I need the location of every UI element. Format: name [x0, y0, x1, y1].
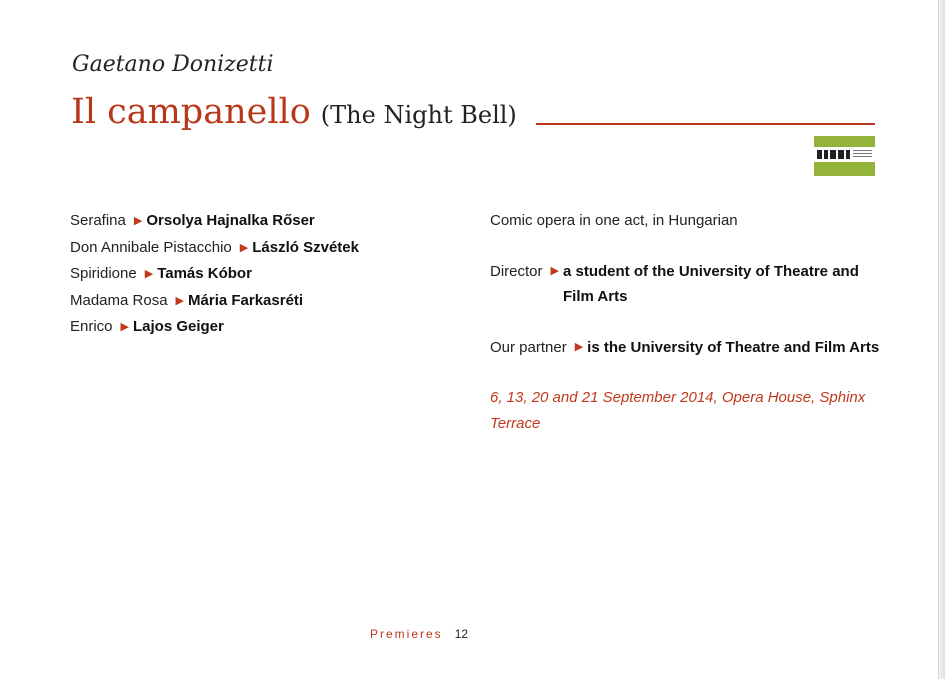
title-rule: [536, 123, 875, 125]
role-name: Madama Rosa: [70, 291, 168, 309]
arrow-right-icon: ▶: [144, 268, 154, 280]
arrow-right-icon: ▶: [550, 264, 559, 277]
arrow-right-icon: ▶: [133, 215, 143, 227]
arrow-right-icon: ▶: [120, 321, 129, 333]
composer-name: Gaetano Donizetti: [72, 52, 274, 77]
production-info: [490, 208, 880, 436]
page-edge: [938, 0, 945, 679]
role-name: Enrico: [70, 318, 113, 335]
opera-description: Comic opera in one act, in Hungarian: [490, 212, 738, 229]
director-line: [490, 259, 880, 310]
performer-name: Tamás Kóbor: [157, 265, 252, 282]
cast-item: [70, 208, 470, 235]
university-logo: [814, 136, 875, 176]
cast-item: [70, 235, 470, 262]
arrow-right-icon: ▶: [175, 294, 185, 307]
arrow-right-icon: ▶: [239, 241, 249, 254]
arrow-right-icon: ▶: [574, 340, 584, 353]
partner-value: is the University of Theatre and Film Arts: [587, 338, 880, 356]
role-name: Spiridione: [70, 265, 137, 282]
performer-name: Orsolya Hajnalka Rőser: [146, 212, 315, 229]
page-number: 12: [454, 627, 469, 641]
cast-item: [70, 261, 470, 288]
performer-name: Lajos Geiger: [133, 318, 224, 335]
logo-text-lines: [853, 150, 872, 159]
performance-dates: 6, 13, 20 and 21 September 2014, Opera House, Sphinx Terrace: [490, 389, 866, 432]
section-name: Premieres: [370, 627, 443, 641]
cast-list: [70, 208, 470, 341]
director-label: Director: [490, 262, 543, 280]
logo-band: [814, 147, 875, 162]
partner-line: [490, 335, 880, 361]
cast-item: [70, 314, 470, 341]
role-name: Serafina: [70, 212, 126, 229]
partner-label: Our partner: [490, 338, 567, 356]
title-main: Il campanello: [71, 92, 311, 132]
performer-name: László Szvétek: [252, 238, 359, 256]
director-value: a student of the University of Theatre and Film Arts: [562, 262, 859, 305]
page-footer: [370, 627, 468, 641]
role-name: Don Annibale Pistacchio: [70, 238, 232, 256]
cast-item: [70, 288, 470, 315]
logo-mark: [817, 150, 850, 159]
performer-name: Mária Farkasréti: [188, 291, 304, 309]
title-subtitle: (The Night Bell): [320, 101, 517, 129]
opera-title: [71, 92, 517, 132]
